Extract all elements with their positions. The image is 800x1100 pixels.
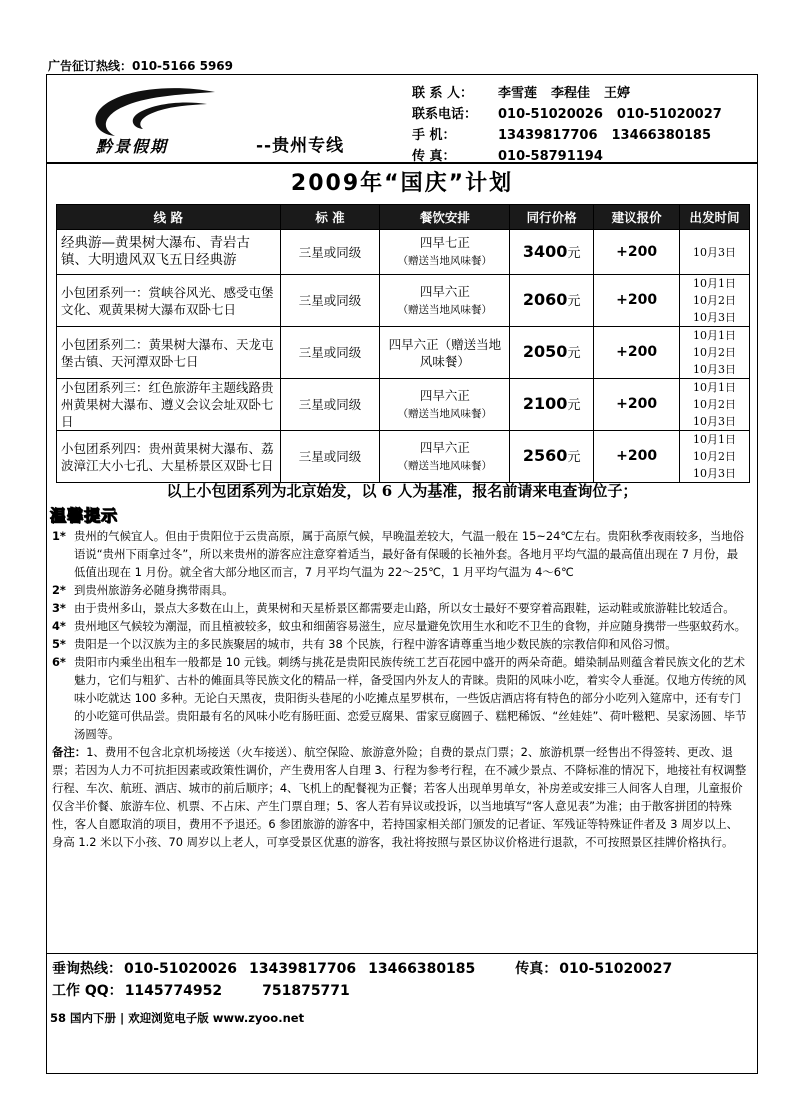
- standard-cell: 三星或同级: [280, 230, 380, 275]
- tips-section: [52, 527, 748, 851]
- table-row: [57, 327, 750, 379]
- header-divider: [46, 162, 758, 164]
- tip-item: 4* 贵州地区气候较为潮湿，而且植被较多，蚊虫和细菌容易滋生，应尽量避免饮用生水和吃不卫生的食物，并应随身携带一些驱蚊药水。: [52, 619, 747, 633]
- standard-cell: 三星或同级: [280, 327, 380, 379]
- ad-hotline: 广告征订热线：010-5166 5969: [48, 59, 234, 73]
- meal-cell: 四早六正 （赠送当地风味餐）: [380, 379, 510, 431]
- meal-cell: 四早六正 （赠送当地风味餐）: [380, 275, 510, 327]
- suggest-cell: +200: [594, 327, 680, 379]
- contact-mobile: 手 机： 13439817706 13466380185: [412, 128, 711, 143]
- suggest-cell: +200: [594, 431, 680, 483]
- standard-cell: 三星或同级: [280, 275, 380, 327]
- brand-logo-text: 黔景假期: [96, 137, 169, 156]
- tip-item: 5* 贵阳是一个以汉族为主的多民族聚居的城市，共有 38 个民族，行程中游客请尊重当地少数民族的宗教信仰和风俗习惯。: [52, 637, 677, 651]
- col-price: 同行价格: [510, 205, 594, 230]
- footer-hotlines: 垂询热线： 010-51020026 13439817706 13466380185 传真： 010-51020027: [52, 961, 673, 977]
- col-suggest: 建议报价: [594, 205, 680, 230]
- tip-item: 6* 贵阳市内乘坐出租车一般都是 10 元钱。刺绣与挑花是贵阳民族传统工艺百花园中盛开的两朵奇葩。蜡染制品则蕴含着民族文化的艺术魅力，它们与粗犷、古朴的傩面具等民族文化的精品一样，备受国内外友人的青睐。贵阳的风味小吃，着实令人垂涎。仅地方传统的风味小吃就达 100 多种。无论白天黑夜，贵阳街头巷尾的小吃摊点星罗棋布，一些饭店酒店将有特色的部分小吃列入筵席中，还有专门的小吃筵可供品尝。贵阳最有名的风味小吃有肠旺面、恋爱豆腐果、雷家豆腐圆子、糕粑稀饭、“丝娃娃”、荷叶糍粑、吴家汤圆、毕节汤圆等。: [52, 655, 747, 741]
- price-cell: 2560元: [510, 431, 594, 483]
- col-meal: 餐饮安排: [380, 205, 510, 230]
- meal-cell: 四早六正（赠送当地风味餐）: [380, 327, 510, 379]
- standard-cell: 三星或同级: [280, 431, 380, 483]
- tips-title: 温馨提示: [50, 506, 119, 525]
- contact-phone: 联系电话： 010-51020026 010-51020027: [412, 107, 722, 122]
- suggest-cell: +200: [594, 230, 680, 275]
- remarks: 备注：1、费用不包含北京机场接送（火车接送）、航空保险、旅游意外险；自费的景点门票；2、旅游机票一经售出不得签转、更改、退票；若因为人力不可抗拒因素或政策性调价，产生费用客人自理 3、行程为参考行程，在不减少景点、不降标准的情况下，地接社有权调整行程、车次、航班、酒店、城市的前后顺序；4、飞机上的配餐视为正餐；若客人出现单男单女，补房差或安排三人间客人自理，儿童报价仅含半价餐、旅游车位、机票、不占床、产生门票自理；5、客人若有异议或投诉，以当地填写“客人意见表”为准；由于散客拼团的特殊性，客人自愿取消的项目，费用不予退还。6 参团旅游的游客中，若持国家相关部门颁发的记者证、军残证等特殊证件者及 3 周岁以上、身高 1.2 米以下小孩、70 周岁以上老人，可享受景区优惠的游客，我社将按照与景区协议价格进行退款，不可按照景区挂牌价格执行。: [52, 745, 747, 849]
- route-cell: 小包团系列三：红色旅游年主题线路贵州黄果树大瀑布、遵义会议会址双卧七日: [57, 379, 281, 431]
- table-row: [57, 379, 750, 431]
- booking-notice: 以上小包团系列为北京始发，以 6 人为基准，报名前请来电查询位子；: [166, 482, 638, 500]
- page-title: 2009年“国庆”计划: [290, 171, 514, 196]
- page-footer: 58 国内下册 | 欢迎浏览电子版 www.zyoo.net: [50, 1011, 305, 1025]
- col-standard: 标 准: [280, 205, 380, 230]
- table-row: [57, 230, 750, 275]
- footer-qq: 工作 QQ： 1145774952 751875771: [52, 983, 350, 999]
- standard-cell: 三星或同级: [280, 379, 380, 431]
- table-row: [57, 431, 750, 483]
- col-route: 线 路: [57, 205, 281, 230]
- dates-cell: 10月3日: [680, 230, 750, 275]
- tip-item: 2* 到贵州旅游务必随身携带雨具。: [52, 583, 234, 597]
- route-cell: 小包团系列四：贵州黄果树大瀑布、荔波漳江大小七孔、大星桥景区双卧七日: [57, 431, 281, 483]
- contact-fax: 传 真： 010-58791194: [412, 149, 603, 164]
- route-cell: 小包团系列二：黄果树大瀑布、天龙屯堡古镇、天河潭双卧七日: [57, 327, 281, 379]
- dates-cell: 10月1日 10月2日 10月3日: [680, 379, 750, 431]
- dates-cell: 10月1日 10月2日 10月3日: [680, 327, 750, 379]
- meal-cell: 四早六正 （赠送当地风味餐）: [380, 431, 510, 483]
- price-cell: 3400元: [510, 230, 594, 275]
- dates-cell: 10月1日 10月2日 10月3日: [680, 275, 750, 327]
- contact-people: 联 系 人： 李雪莲 李程佳 王婷: [412, 86, 631, 101]
- table-header-row: [57, 205, 750, 230]
- table-row: [57, 275, 750, 327]
- route-cell: 经典游—黄果树大瀑布、青岩古镇、大明遗风双飞五日经典游: [57, 230, 281, 275]
- meal-cell: 四早七正 （赠送当地风味餐）: [380, 230, 510, 275]
- tip-item: 3* 由于贵州多山，景点大多数在山上，黄果树和天星桥景区都需要走山路，所以女士最好不要穿着高跟鞋，运动鞋或旅游鞋比较适合。: [52, 601, 735, 615]
- dates-cell: 10月1日 10月2日 10月3日: [680, 431, 750, 483]
- col-departure: 出发时间: [680, 205, 750, 230]
- footer-divider: [46, 953, 758, 954]
- suggest-cell: +200: [594, 275, 680, 327]
- tip-item: 1* 贵州的气候宜人。但由于贵阳位于云贵高原，属于高原气候，早晚温差较大，气温一般在 15~24℃左右。贵阳秋季夜雨较多，当地俗语说“贵州下雨拿过冬”，所以来贵州的游客应注意穿着适当，最好备有保暖的长袖外套。各地月平均气温的最高值出现在 7 月份，最低值出现在 1 月份。就全省大部分地区而言，7 月平均气温为 22～25℃，1 月平均气温为 4～6℃: [52, 529, 745, 579]
- suggest-cell: +200: [594, 379, 680, 431]
- route-cell: 小包团系列一：赏峡谷风光、感受屯堡文化、观黄果树大瀑布双卧七日: [57, 275, 281, 327]
- price-cell: 2060元: [510, 275, 594, 327]
- brand-subtitle: --贵州专线: [256, 136, 345, 156]
- price-cell: 2050元: [510, 327, 594, 379]
- price-cell: 2100元: [510, 379, 594, 431]
- tour-plan-table: [56, 204, 750, 483]
